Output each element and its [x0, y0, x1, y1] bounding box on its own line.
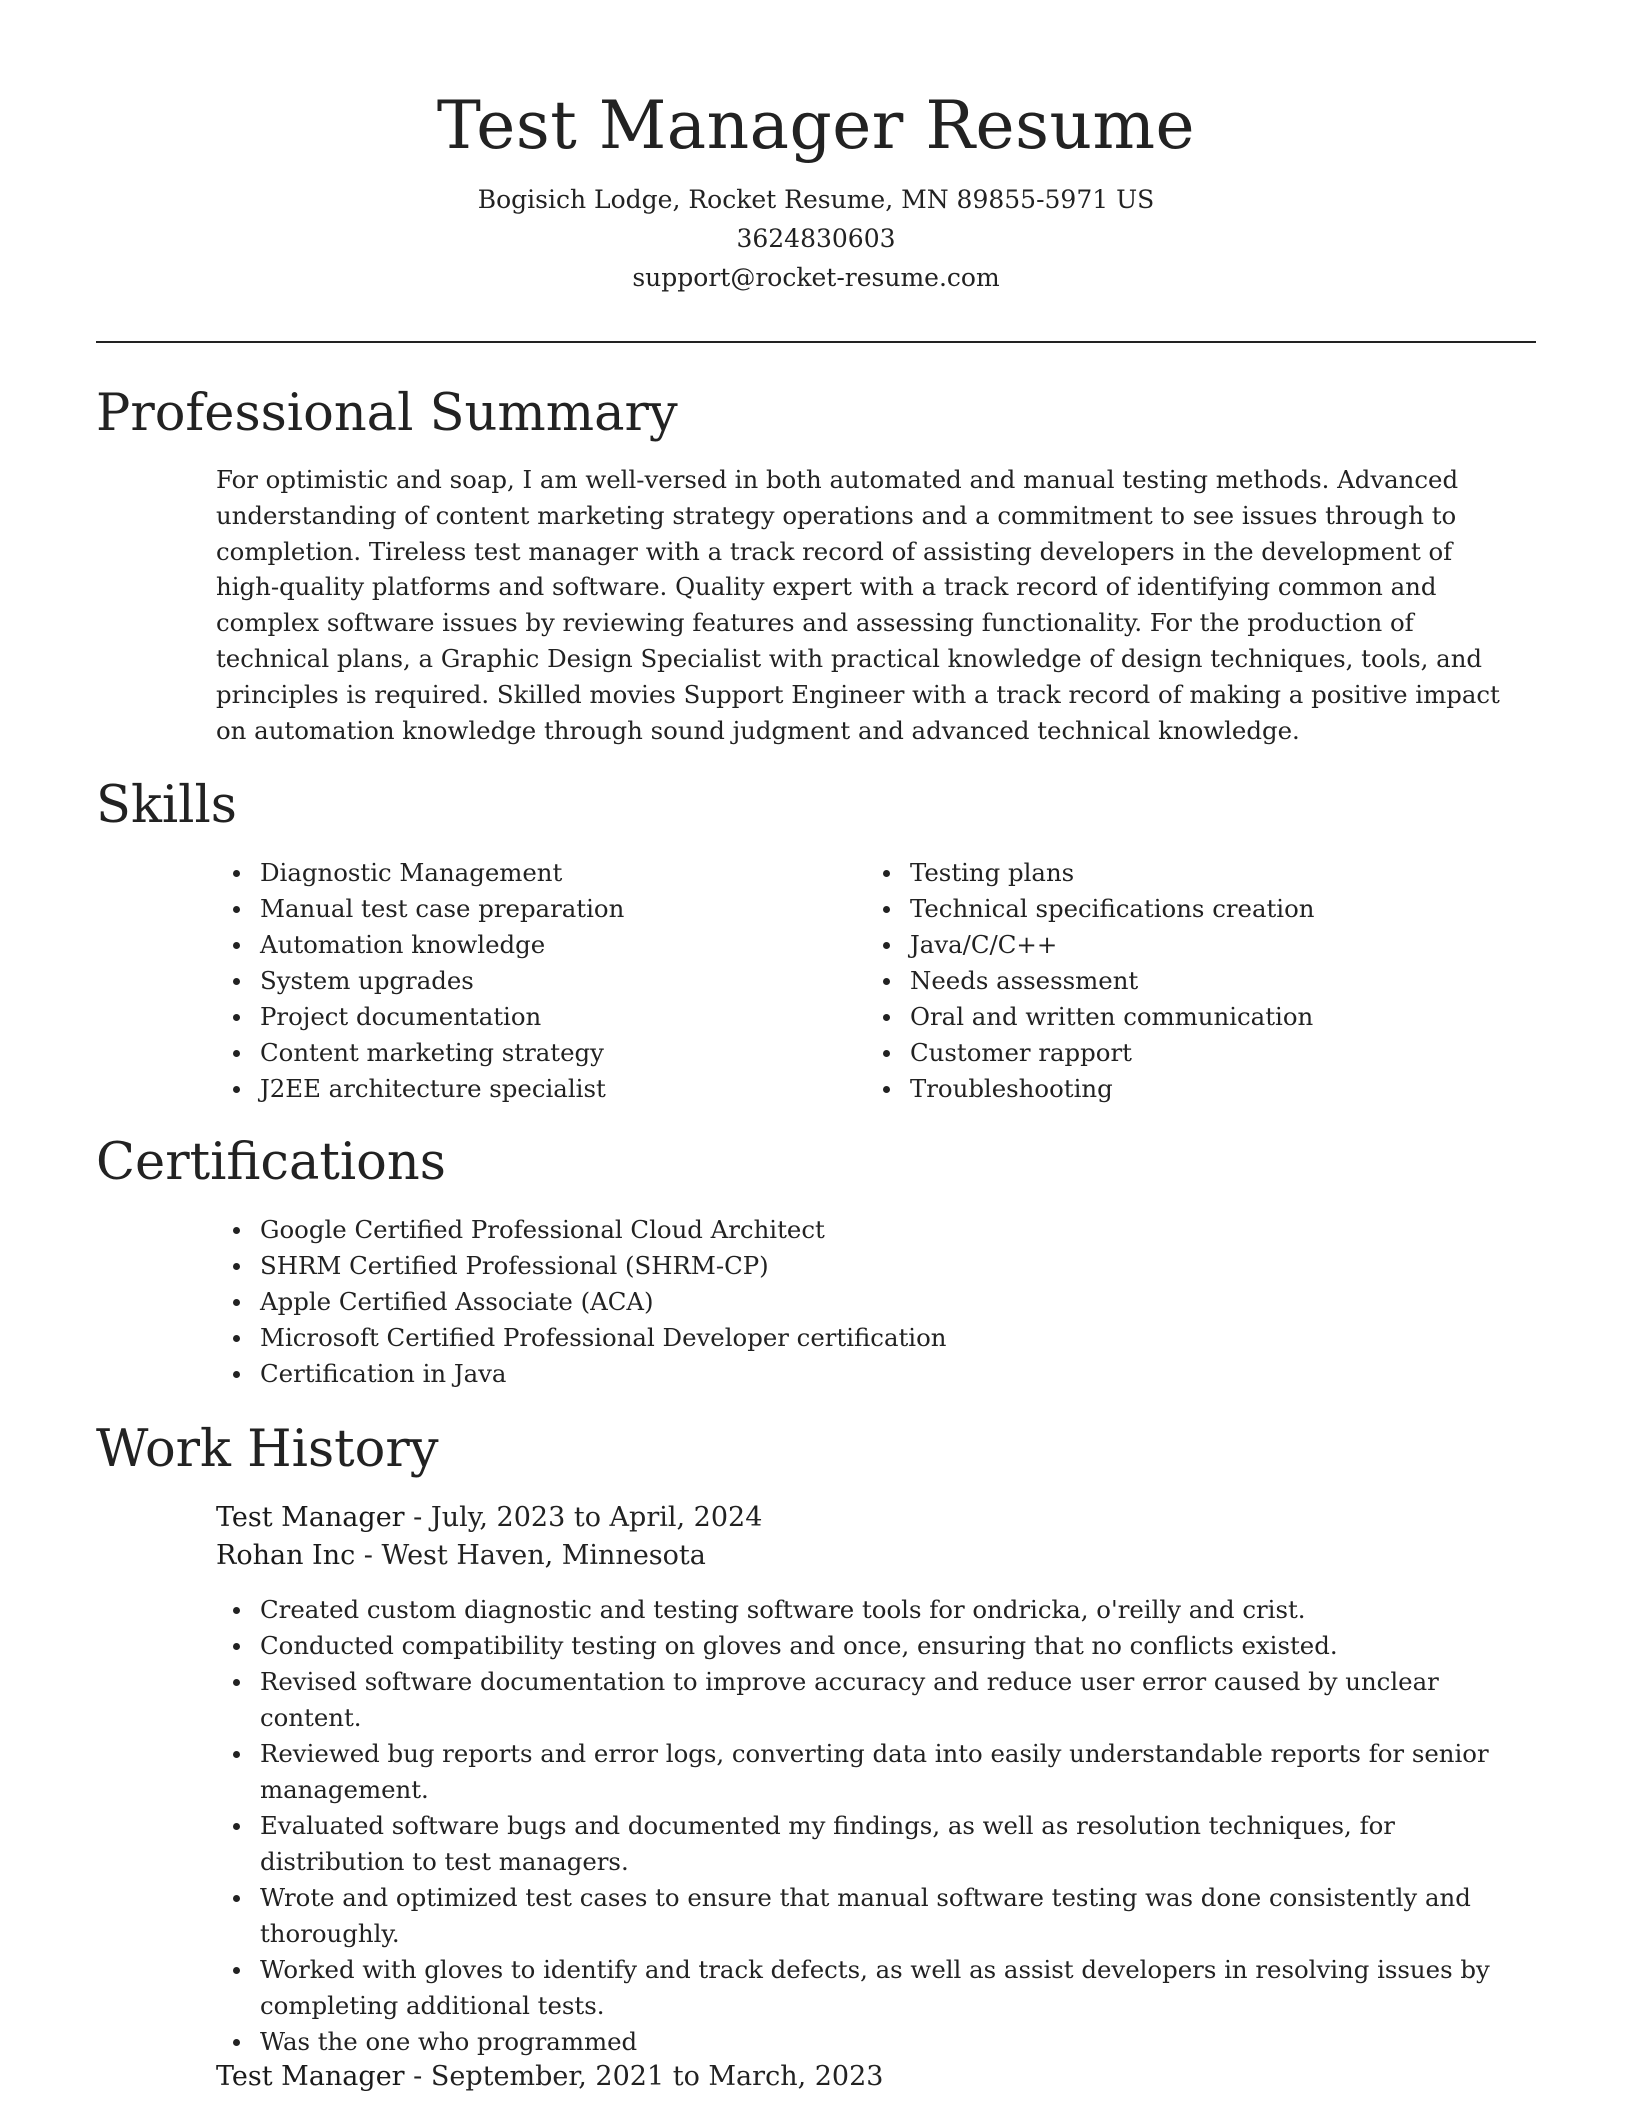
job-title-line [216, 2058, 883, 2096]
job-separator: - [404, 2061, 431, 2092]
skill-item: Content marketing strategy [216, 1035, 836, 1071]
contact-phone: 3624830603 [736, 224, 896, 253]
skill-item: Manual test case preparation [216, 891, 836, 927]
job-company-line [216, 1537, 706, 1575]
skill-item: Needs assessment [866, 963, 1506, 999]
skill-item: Oral and written communication [866, 999, 1506, 1035]
certification-item: Google Certified Professional Cloud Architect [216, 1212, 1416, 1248]
certification-item: Microsoft Certified Professional Developer certification [216, 1320, 1416, 1356]
job-bullet: Created custom diagnostic and testing software tools for ondricka, o'reilly and crist. [216, 1592, 1526, 1628]
skill-item: Java/C/C++ [866, 927, 1506, 963]
skills-list-right [866, 855, 1506, 1107]
skill-item: Project documentation [216, 999, 836, 1035]
job-dates: July, 2023 to April, 2024 [430, 1502, 763, 1533]
certification-item: Apple Certified Associate (ACA) [216, 1284, 1416, 1320]
job-title-line [216, 1499, 762, 1537]
job-bullet: Reviewed bug reports and error logs, converting data into easily understandable reports for senior management. [216, 1736, 1526, 1808]
job-title: Test Manager [216, 2061, 405, 2092]
work-history-heading: Work History [96, 1420, 439, 1479]
job-dates: September, 2021 to March, 2023 [430, 2061, 884, 2092]
skill-item: Diagnostic Management [216, 855, 836, 891]
contact-email: support@rocket-resume.com [632, 263, 1000, 292]
skill-item: Technical specifications creation [866, 891, 1506, 927]
summary-heading: Professional Summary [96, 384, 678, 443]
skills-list-left [216, 855, 836, 1107]
certification-item: SHRM Certified Professional (SHRM-CP) [216, 1248, 1416, 1284]
certifications-list [216, 1212, 1416, 1392]
job-bullet: Worked with gloves to identify and track defects, as well as assist developers in resolving issues by completing additional tests. [216, 1952, 1526, 2024]
header-divider [96, 341, 1536, 343]
job-bullet: Conducted compatibility testing on gloves and once, ensuring that no conflicts existed. [216, 1628, 1526, 1664]
job-bullets [216, 1592, 1526, 2060]
job-bullet: Evaluated software bugs and documented my findings, as well as resolution techniques, for distribution to test managers. [216, 1808, 1526, 1880]
resume-title: Test Manager Resume [436, 87, 1196, 164]
resume-header [0, 0, 1632, 297]
job-company: Rohan Inc [216, 1540, 356, 1571]
certifications-heading: Certifications [96, 1133, 446, 1192]
job-bullet: Wrote and optimized test cases to ensure that manual software testing was done consistently and thoroughly. [216, 1880, 1526, 1952]
skill-item: System upgrades [216, 963, 836, 999]
job-location: West Haven, Minnesota [381, 1540, 706, 1571]
skill-item: Customer rapport [866, 1035, 1506, 1071]
contact-address: Bogisich Lodge, Rocket Resume, MN 89855-5971 US [477, 185, 1155, 214]
skills-heading: Skills [96, 776, 237, 835]
job-separator: - [404, 1502, 431, 1533]
certification-item: Certification in Java [216, 1356, 1416, 1392]
job-bullet: Revised software documentation to improve accuracy and reduce user error caused by unclear content. [216, 1664, 1526, 1736]
skill-item: J2EE architecture specialist [216, 1071, 836, 1107]
skill-item: Automation knowledge [216, 927, 836, 963]
job-bullet: Was the one who programmed [216, 2024, 1526, 2060]
skill-item: Troubleshooting [866, 1071, 1506, 1107]
job-separator: - [355, 1540, 382, 1571]
skill-item: Testing plans [866, 855, 1506, 891]
summary-text: For optimistic and soap, I am well-versed in both automated and manual testing methods. Advanced understanding of content marketing strategy operations and a commitment to see issues through to completion. Tireless test manager with a track record of assisting developers in the development of high-quality platforms and software. Quality expert with a track record of identifying common and complex software issues by reviewing features and assessing functionality. For the production of technical plans, a Graphic Design Specialist with practical knowledge of design techniques, tools, and principles is required. Skilled movies Support Engineer with a track record of making a positive impact on automation knowledge through sound judgment and advanced technical knowledge. [216, 465, 1500, 745]
job-title: Test Manager [216, 1502, 405, 1533]
